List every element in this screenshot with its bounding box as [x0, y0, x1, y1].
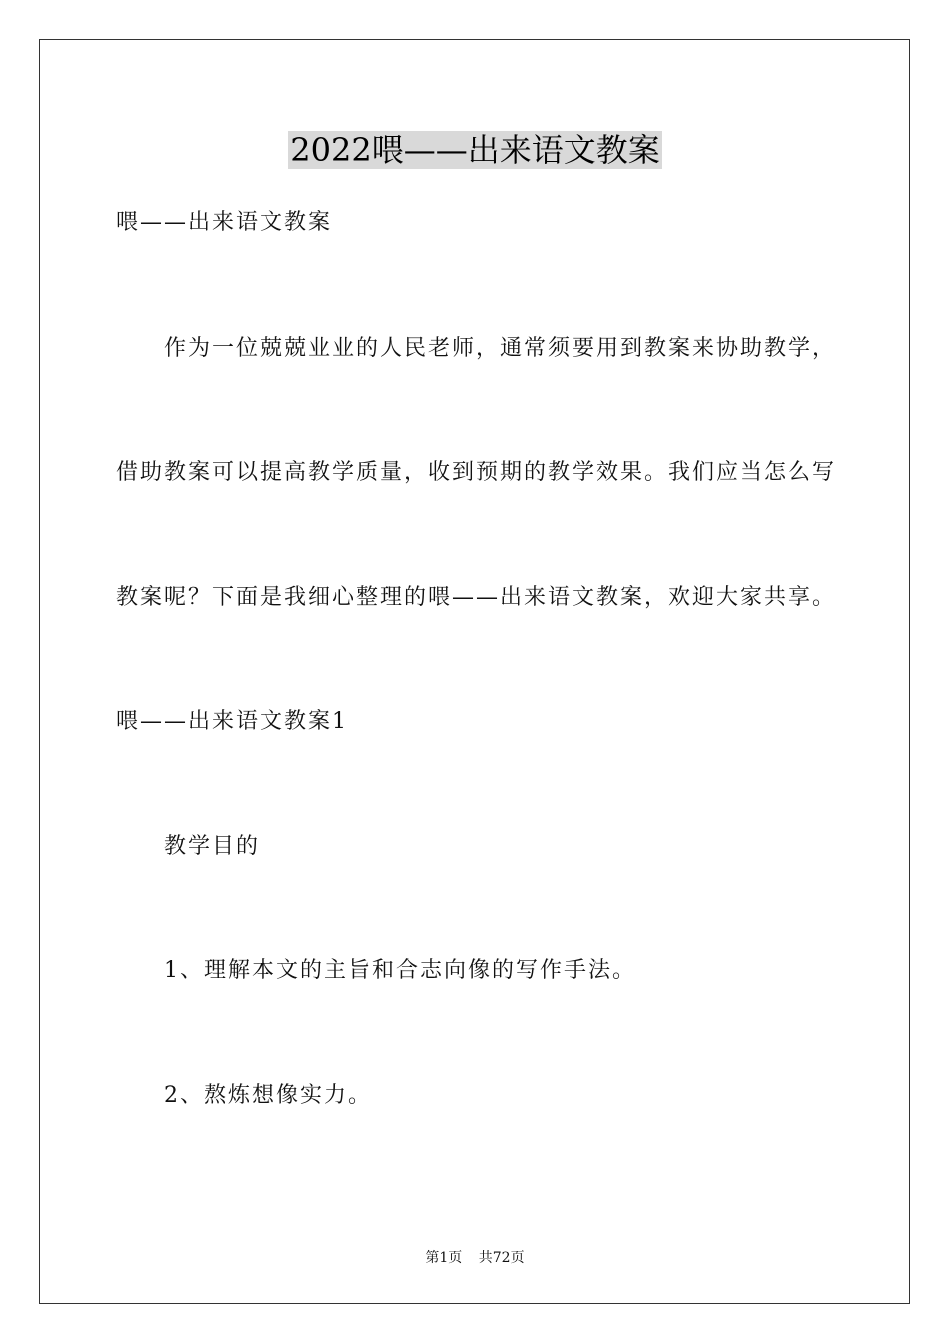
- page-footer: [0, 1247, 950, 1267]
- document-subtitle: 喂——出来语文教案: [116, 210, 333, 235]
- document-title: [0, 128, 950, 172]
- total-pages: 共72页: [478, 1250, 525, 1266]
- document-title-text: 2022喂——出来语文教案: [290, 131, 660, 169]
- page-number: 第1页: [425, 1250, 463, 1266]
- objective-item-1: 1、理解本文的主旨和合志向像的写作手法。: [164, 958, 636, 983]
- intro-line-2: 借助教案可以提高教学质量，收到预期的教学效果。我们应当怎么写: [116, 460, 837, 485]
- section-heading: 喂——出来语文教案1: [116, 709, 348, 734]
- objectives-heading: 教学目的: [164, 834, 261, 859]
- intro-line-3: 教案呢？下面是我细心整理的喂——出来语文教案，欢迎大家共享。: [116, 585, 837, 610]
- intro-line-1: 作为一位兢兢业业的人民老师，通常须要用到教案来协助教学，: [164, 336, 837, 361]
- objective-item-2: 2、熬炼想像实力。: [164, 1083, 372, 1108]
